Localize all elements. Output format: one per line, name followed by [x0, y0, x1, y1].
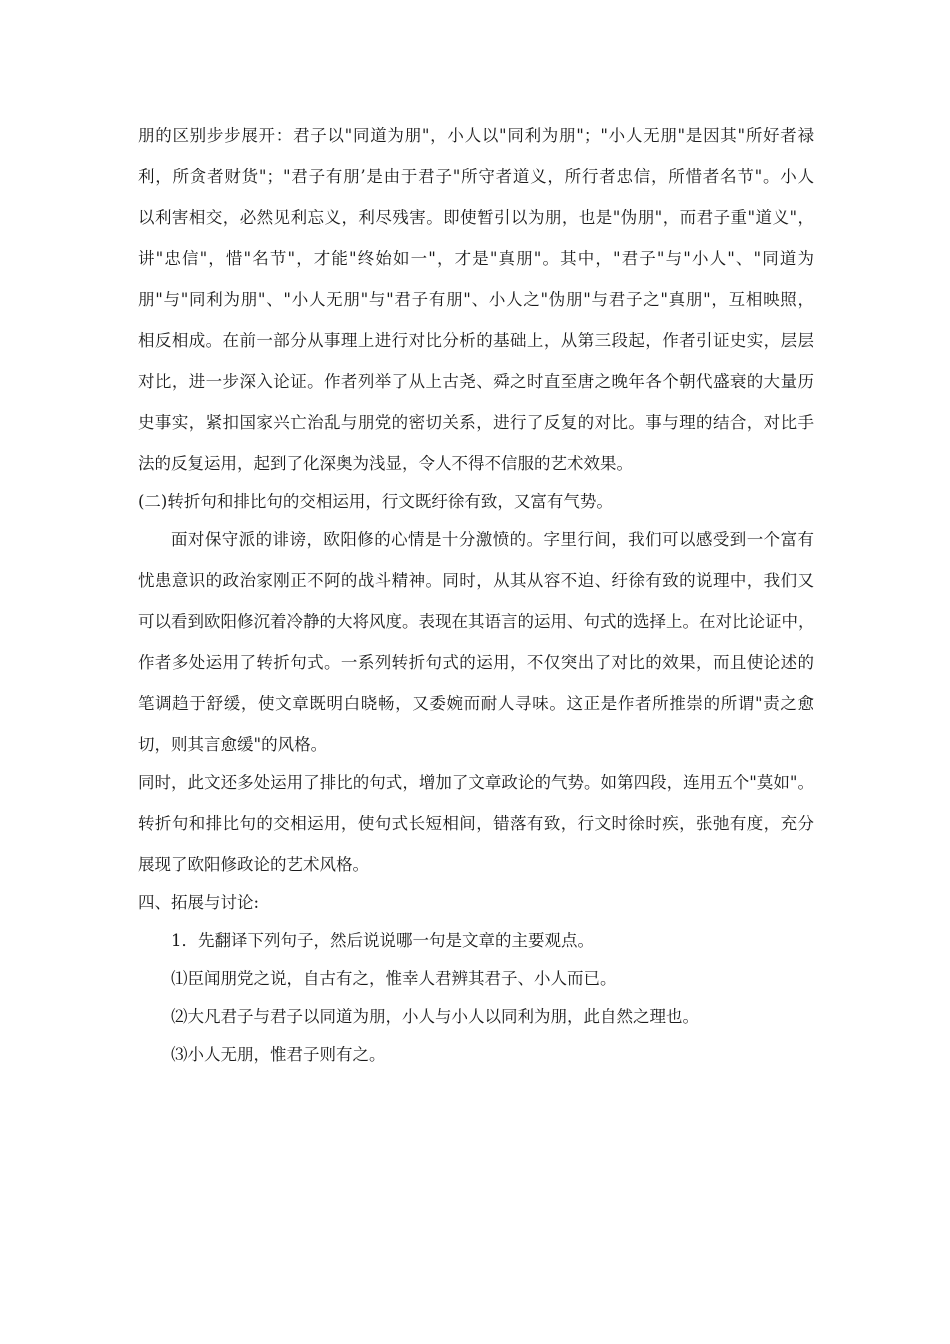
sentence-item: ⑶小人无朋，惟君子则有之。 — [171, 1045, 386, 1064]
text-line: 对比，进一步深入论证。作者列举了从上古尧、舜之时直至唐之晚年各个朝代盛衰的大量历 — [138, 372, 814, 391]
sentence-item: ⑴臣闻朋党之说，自古有之，惟幸人君辨其君子、小人而已。 — [171, 969, 617, 988]
sentence-item: ⑵大凡君子与君子以同道为朋，小人与小人以同利为朋，此自然之理也。 — [171, 1007, 699, 1026]
text-line: 展现了欧阳修政论的艺术风格。 — [138, 855, 369, 874]
text-line: 相反相成。在前一部分从事理上进行对比分析的基础上，从第三段起，作者引证史实，层层 — [138, 331, 814, 350]
text-line: 史事实，紧扣国家兴亡治乱与朋党的密切关系，进行了反复的对比。事与理的结合，对比手 — [138, 413, 814, 432]
text-line: 面对保守派的诽谤，欧阳修的心情是十分激愤的。字里行间，我们可以感受到一个富有 — [171, 530, 814, 549]
text-line: 法的反复运用，起到了化深奥为浅显，令人不得不信服的艺术效果。 — [138, 454, 633, 473]
text-line: 忧患意识的政治家刚正不阿的战斗精神。同时，从其从容不迫、纡徐有致的说理中，我们又 — [138, 571, 814, 590]
text-line: 可以看到欧阳修沉着冷静的大将风度。表现在其语言的运用、句式的选择上。在对比论证中， — [138, 612, 815, 631]
text-line: 同时，此文还多处运用了排比的句式，增加了文章政论的气势。如第四段，连用五个"莫如"。 — [138, 773, 814, 792]
text-line: 切，则其言愈缓"的风格。 — [138, 735, 328, 754]
text-line: 朋"与"同利为朋"、"小人无朋"与"君子有朋"、小人之"伪朋"与君子之"真朋"，互相映照， — [138, 290, 814, 309]
text-line: 朋的区别步步展开：君子以"同道为朋"，小人以"同利为朋"；"小人无朋"是因其"所好者禄 — [138, 126, 814, 145]
section-heading: 四、拓展与讨论: — [138, 893, 260, 912]
text-line: 以利害相交，必然见利忘义，利尽残害。即使暂引以为朋，也是"伪朋"，而君子重"道义"， — [138, 208, 814, 227]
section-heading: (二)转折句和排比句的交相运用，行文既纡徐有致，又富有气势。 — [138, 492, 613, 511]
text-line: 利，所贪者财货"；"君子有朋’是由于君子"所守者道义，所行者忠信，所惜者名节"。小人 — [138, 167, 814, 186]
text-line: 转折句和排比句的交相运用，使句式长短相间，错落有致，行文时徐时疾，张弛有度，充分 — [138, 814, 814, 833]
text-line: 作者多处运用了转折句式。一系列转折句式的运用，不仅突出了对比的效果，而且使论述的 — [138, 653, 814, 672]
question-line: 1．先翻译下列句子，然后说说哪一句是文章的主要观点。 — [171, 931, 594, 950]
text-line: 讲"忠信"，惜"名节"，才能"终始如一"，才是"真朋"。其中，"君子"与"小人"、"同道为 — [138, 249, 814, 268]
text-line: 笔调趋于舒缓，使文章既明白晓畅，又委婉而耐人寻味。这正是作者所推崇的所谓"责之愈 — [138, 694, 814, 713]
